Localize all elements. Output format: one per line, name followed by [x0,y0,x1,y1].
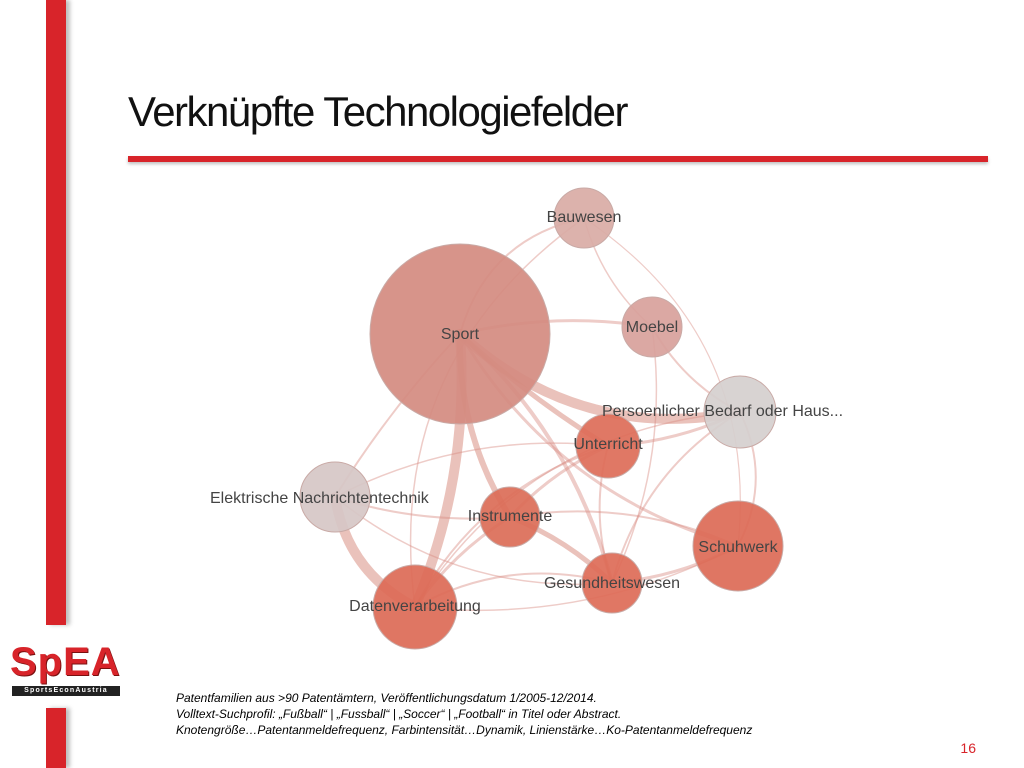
footnote [176,690,752,738]
node-label-sport: Sport [440,326,480,343]
footnote-line-2: Volltext-Suchprofil: „Fußball“ | „Fussball“ | „Soccer“ | „Football“ in Titel oder Abstract. [176,707,622,721]
node-label-datenverarbeitung: Datenverarbeitung [349,598,481,615]
node-label-bauwesen: Bauwesen [546,209,622,226]
footnote-line-3: Knotengröße…Patentanmeldefrequenz, Farbintensität…Dynamik, Linienstärke…Ko-Patentanmeldefrequenz [176,723,753,737]
node-label-unterricht: Unterricht [573,436,643,453]
network-labels [210,209,843,615]
node-label-gesundheitswesen: Gesundheitswesen [543,575,681,592]
edge-bauwesen-schuhwerk [584,218,740,546]
footnote-line-1: Patentfamilien aus >90 Patentämtern, Veröffentlichungsdatum 1/2005-12/2014. [176,691,597,705]
node-label-moebel: Moebel [625,319,679,336]
logo-subtitle: SportsEconAustria [12,686,120,696]
node-label-bedarf: Persoenlicher Bedarf oder Haus... [602,403,844,420]
node-label-instrumente: Instrumente [467,508,553,525]
node-label-schuhwerk: Schuhwerk [698,539,778,556]
logo-main-text: SpEA [10,640,121,684]
node-label-elektrische: Elektrische Nachrichtentechnik [210,490,429,507]
slide-title: Verknüpfte Technologiefelder [128,88,627,135]
page-number: 16 [960,740,976,756]
